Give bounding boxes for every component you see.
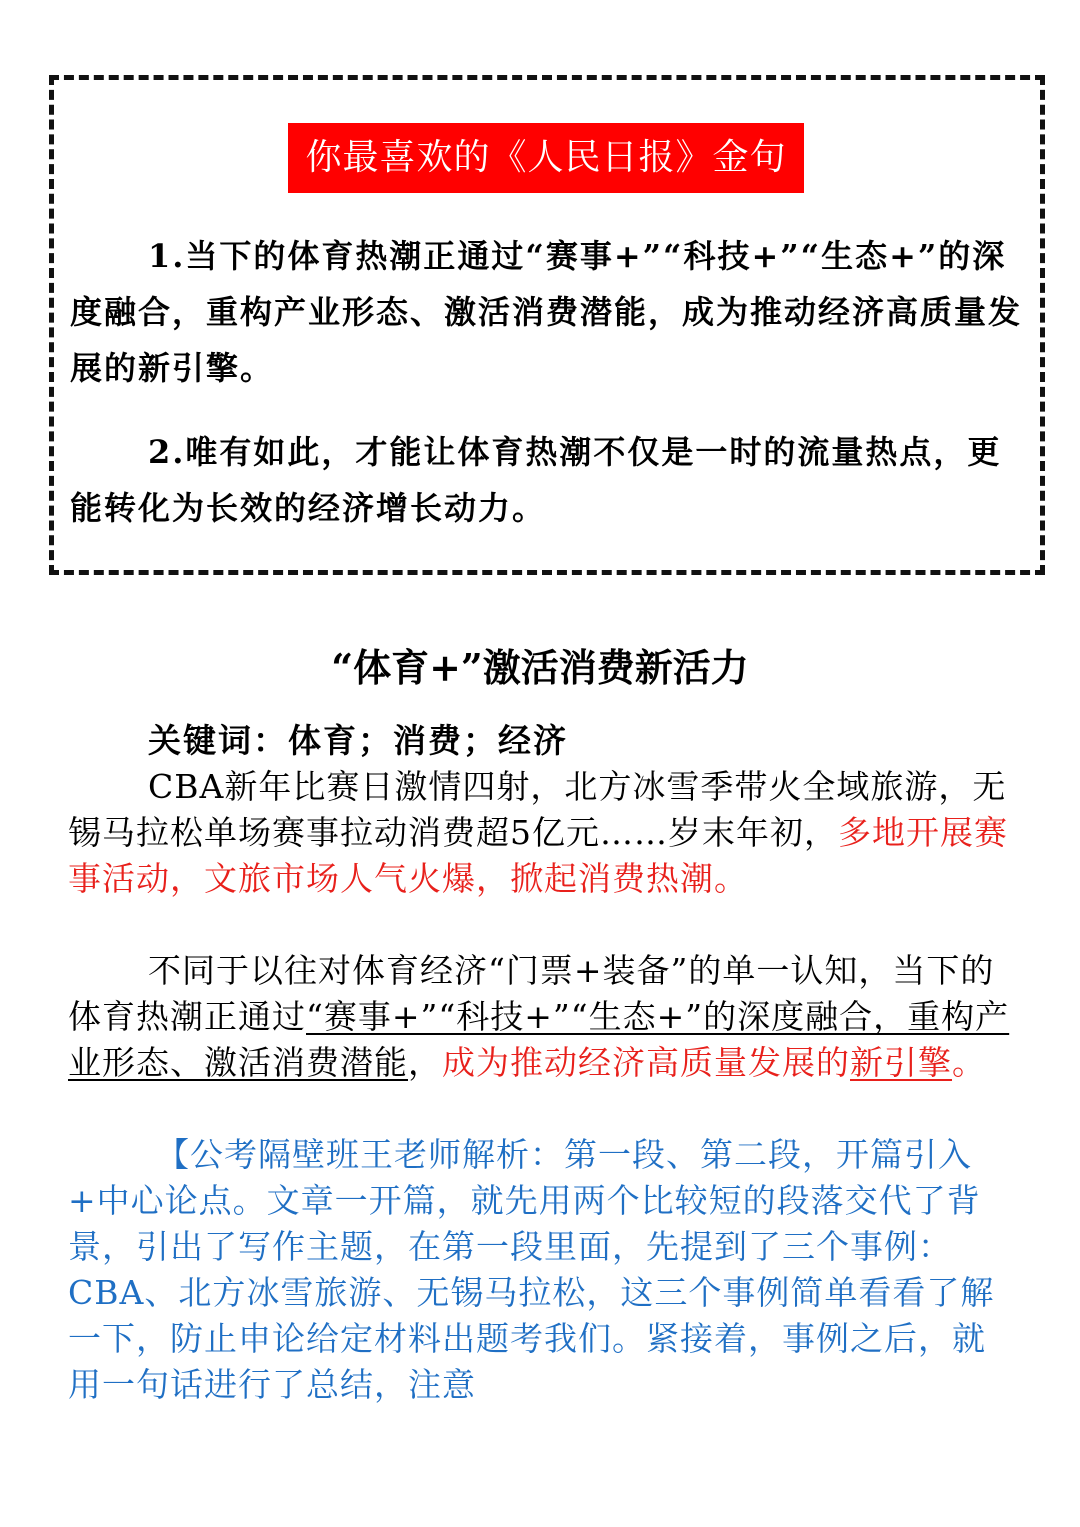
paragraph-1-text: CBA新年比赛日激情四射，北方冰雪季带火全域旅游，无锡马拉松单场赛事拉动消费超5亿元……岁末年初， bbox=[68, 767, 1007, 852]
paragraph-2-highlight: 成为推动经济高质量发展的 bbox=[442, 1043, 850, 1082]
article-title: “体育+”激活消费新活力 bbox=[331, 645, 749, 690]
article-keywords: 关键词：体育；消费；经济 bbox=[148, 721, 568, 760]
paragraph-2-highlight-underlined: 新引擎 bbox=[850, 1043, 952, 1082]
paragraph-2-lead: 不同于以往对体育经济“门票+装备”的单一认知，当下的体育热潮正通过 bbox=[68, 951, 995, 1036]
paragraph-2-end: 。 bbox=[952, 1043, 986, 1082]
golden-quote-1: 1.当下的体育热潮正通过“赛事+”“科技+”“生态+”的深度融合，重构产业形态、激活消费潜能，成为推动经济高质量发展的新引擎。 bbox=[70, 237, 1023, 387]
paragraph-1-highlight: 多地开展赛事活动，文旅市场人气火爆，掀起消费热潮。 bbox=[68, 813, 1008, 898]
article-paragraph-1 bbox=[68, 764, 1018, 902]
paragraph-2-underlined: “赛事+”“科技+”“生态+”的深度融合，重构产业形态、激活消费潜能 bbox=[68, 997, 1010, 1082]
article-paragraph-2 bbox=[68, 948, 1018, 1086]
golden-quote-2: 2.唯有如此，才能让体育热潮不仅是一时的流量热点，更能转化为长效的经济增长动力。 bbox=[70, 433, 1002, 527]
golden-quotes-banner: 你最喜欢的《人民日报》金句 bbox=[288, 123, 804, 193]
paragraph-2-comma: ， bbox=[408, 1043, 442, 1082]
teacher-analysis: 【公考隔壁班王老师解析：第一段、第二段，开篇引入+中心论点。文章一开篇，就先用两个比较短的段落交代了背景，引出了写作主题，在第一段里面，先提到了三个事例：CBA、北方冰雪旅游、无锡马拉松，这三个事例简单看看了解一下，防止申论给定材料出题考我们。紧接着，事例之后，就用一句话进行了总结，注意 bbox=[68, 1135, 995, 1404]
